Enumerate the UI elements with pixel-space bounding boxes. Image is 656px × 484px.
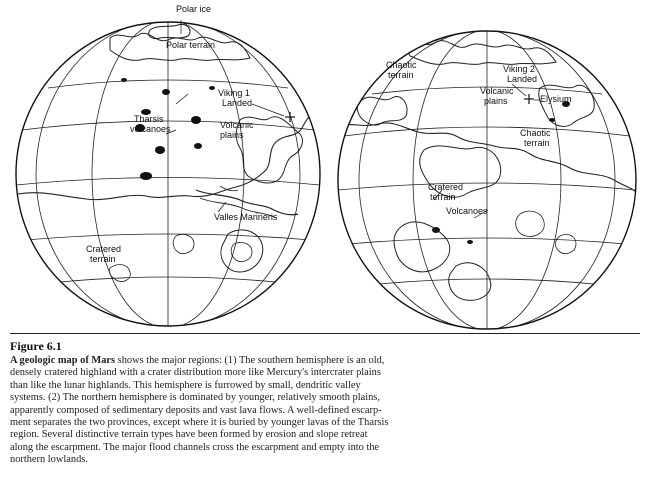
caption-line-8: along the escarpment. The major flood channels cross the escarpment and empty into the xyxy=(10,441,380,453)
caption-line-3: than like the lunar highlands. This hemisphere is furrowed by small, dendritic valley xyxy=(10,379,361,391)
label-cratered-terrain-line2: terrain xyxy=(90,254,116,264)
label-volcanic-plains-r-line1: Volcanic xyxy=(480,86,514,96)
label-elysium: Elysium xyxy=(540,94,572,104)
right-globe xyxy=(338,30,636,330)
caption-line-4: systems. (2) The northern hemisphere is dominated by younger, relatively smooth plains, xyxy=(10,392,380,404)
caption-line-9: northern lowlands. xyxy=(10,454,88,466)
label-volcanic-plains-line2: plains xyxy=(220,130,244,140)
label-volcanic-plains-line1: Volcanic xyxy=(220,120,254,130)
label-cratered-terrain-line1: Cratered xyxy=(86,244,122,254)
caption-line-1 xyxy=(10,355,646,367)
figure-label: Figure 6.1 xyxy=(10,339,62,353)
label-viking2-line1: Viking 2 xyxy=(503,64,535,74)
caption-line-1-text: shows the major regions: (1) The southern hemisphere is an old, xyxy=(115,355,385,366)
label-chaotic-terrain2-line1: Chaotic xyxy=(520,128,551,138)
left-globe xyxy=(16,4,320,328)
label-viking2-line2: Landed xyxy=(507,74,538,84)
label-tharsis-line1: Tharsis xyxy=(134,114,164,124)
label-chaotic-terrain-line2: terrain xyxy=(388,70,414,80)
caption-line-5: apparently composed of sedimentary deposits and vast lava flows. A well-defined escarp- xyxy=(10,404,382,416)
caption-line-7: region. Several distinctive terrain types have been formed by erosion and slope retreat xyxy=(10,429,368,441)
viking1-landing-marker xyxy=(285,112,295,122)
label-volcanoes: Volcanoes xyxy=(446,206,488,216)
label-viking1-line2: Landed xyxy=(222,98,253,108)
label-viking1-line1: Viking 1 xyxy=(218,88,250,98)
figure-caption xyxy=(10,355,646,467)
label-polar-ice: Polar ice xyxy=(176,4,212,14)
label-polar-terrain: Polar terrain xyxy=(166,40,216,50)
label-chaotic-terrain-line1: Chaotic xyxy=(386,60,417,70)
caption-line-6: ment separates the two provinces, except where it is buried by younger lavas of the Tharsis xyxy=(10,417,389,429)
caption-lead: A geologic map of Mars xyxy=(10,355,116,366)
label-tharsis-line2: volcanoes xyxy=(130,124,171,134)
label-chaotic-terrain2-line2: terrain xyxy=(524,138,550,148)
label-cratered-terrain-r-line2: terrain xyxy=(430,192,456,202)
label-cratered-terrain-r-line1: Cratered xyxy=(428,182,464,192)
caption-line-2: densely cratered highland with a crater distribution more like Mercury's intercrater plains xyxy=(10,367,381,379)
caption-divider xyxy=(10,333,640,334)
label-valles-marineris: Valles Marineris xyxy=(214,212,278,222)
label-volcanic-plains-r-line2: plains xyxy=(484,96,508,106)
